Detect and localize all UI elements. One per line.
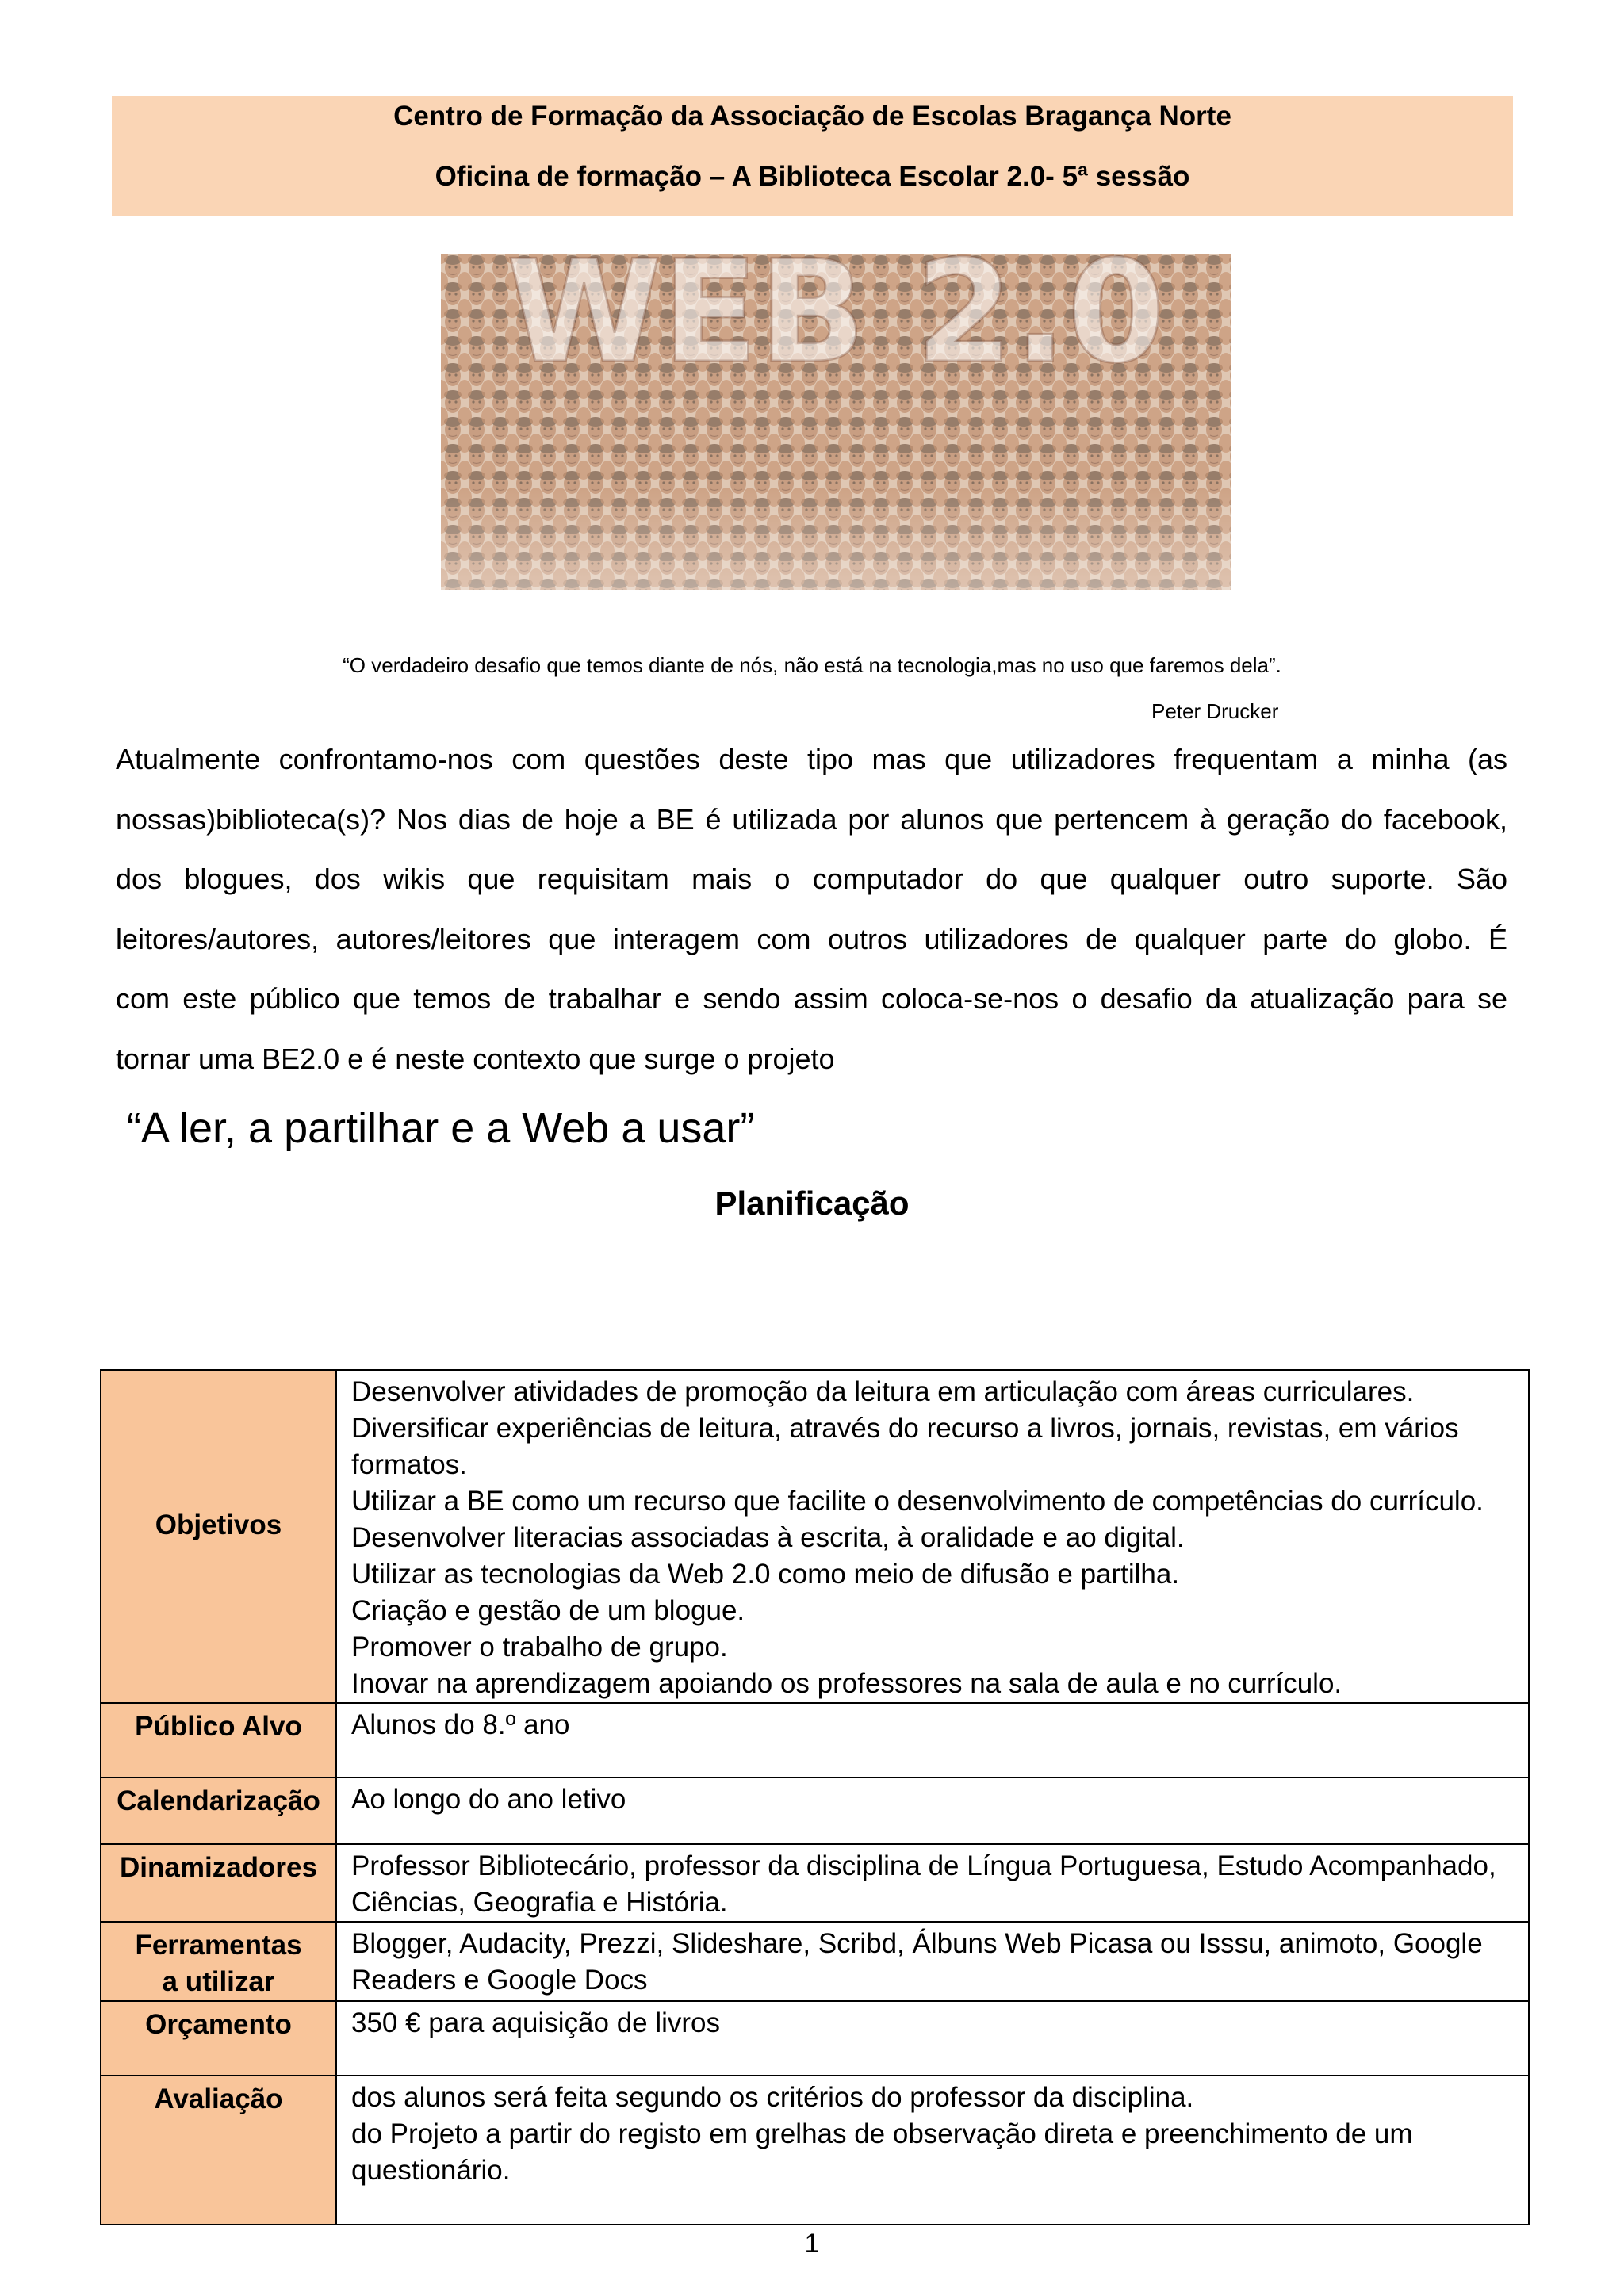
intro-line: Atualmente confrontamo-nos com questões deste tipo mas que utilizadores frequentam a minha (as — [116, 743, 1507, 775]
table-row — [101, 2076, 1529, 2225]
drucker-quote: “O verdadeiro desafio que temos diante de nós, não está na tecnologia,mas no uso que faremos dela”. — [343, 653, 1281, 677]
row-value-publico-alvo — [336, 1703, 1529, 1777]
table-row — [101, 1370, 1529, 1703]
cell-line: Readers e Google Docs — [351, 1965, 648, 1996]
objective-item: Utilizar as tecnologias da Web 2.0 como meio de difusão e partilha. — [351, 1559, 1180, 1590]
document-header — [112, 96, 1513, 216]
table-row — [101, 2001, 1529, 2076]
cell-line: dos alunos será feita segundo os critérios do professor da disciplina. — [351, 2082, 1194, 2113]
objective-item: Promover o trabalho de grupo. — [351, 1632, 728, 1663]
cell-line: Alunos do 8.º ano — [351, 1709, 570, 1740]
header-title-center: Centro de Formação da Associação de Escolas Bragança Norte — [393, 101, 1231, 132]
planning-heading: Planificação — [714, 1184, 910, 1222]
table-row — [101, 1777, 1529, 1844]
row-label-orcamento: Orçamento — [101, 2001, 336, 2076]
row-value-dinamizadores — [336, 1844, 1529, 1922]
page-number: 1 — [804, 2229, 820, 2259]
row-label-avaliacao: Avaliação — [101, 2076, 336, 2225]
planning-table — [100, 1369, 1530, 2225]
row-label-ferramentas — [101, 1922, 336, 2001]
label-line: a utilizar — [162, 1966, 275, 1997]
intro-line: leitores/autores, autores/leitores que interagem com outros utilizadores de qualquer parte do globo. É — [116, 922, 1507, 955]
objective-item: Criação e gestão de um blogue. — [351, 1595, 745, 1626]
cell-line: Ao longo do ano letivo — [351, 1784, 626, 1815]
objective-item: Diversificar experiências de leitura, através do recurso a livros, jornais, revistas, em vários — [351, 1413, 1459, 1444]
intro-line: dos blogues, dos wikis que requisitam mais o computador do que qualquer outro suporte. São — [116, 863, 1507, 896]
row-value-objetivos — [336, 1370, 1529, 1703]
objective-item: Desenvolver literacias associadas à escrita, à oralidade e ao digital. — [351, 1522, 1185, 1553]
objective-item: formatos. — [351, 1449, 467, 1480]
row-label-dinamizadores: Dinamizadores — [101, 1844, 336, 1922]
quote-author: Peter Drucker — [1151, 699, 1279, 723]
intro-line: com este público que temos de trabalhar e sendo assim coloca-se-nos o desafio da atualização para se — [116, 982, 1507, 1016]
cell-line: 350 € para aquisição de livros — [351, 2007, 721, 2038]
header-title-workshop: Oficina de formação – A Biblioteca Escolar 2.0- 5ª sessão — [435, 161, 1190, 192]
intro-line: nossas)biblioteca(s)? Nos dias de hoje a BE é utilizada por alunos que pertencem à geração do facebook, — [116, 802, 1507, 836]
row-label-objetivos: Objetivos — [101, 1370, 336, 1703]
objective-item: Inovar na aprendizagem apoiando os professores na sala de aula e no currículo. — [351, 1668, 1342, 1699]
table-row — [101, 1844, 1529, 1922]
cell-line: Professor Bibliotecário, professor da disciplina de Língua Portuguesa, Estudo Acompanhado, — [351, 1850, 1496, 1881]
row-label-calendarizacao: Calendarização — [101, 1777, 336, 1844]
web-2-0-mosaic-image — [441, 254, 1231, 590]
cell-line: Ciências, Geografia e História. — [351, 1887, 728, 1918]
cell-line: Blogger, Audacity, Prezzi, Slideshare, Scribd, Álbuns Web Picasa ou Isssu, animoto, Google — [351, 1928, 1483, 1959]
cell-line: questionário. — [351, 2155, 511, 2186]
row-value-avaliacao — [336, 2076, 1529, 2225]
objective-item: Desenvolver atividades de promoção da leitura em articulação com áreas curriculares. — [351, 1376, 1415, 1407]
cell-line: do Projeto a partir do registo em grelhas de observação direta e preenchimento de um — [351, 2118, 1413, 2149]
label-line: Ferramentas — [135, 1930, 302, 1961]
table-row — [101, 1703, 1529, 1777]
row-value-calendarizacao — [336, 1777, 1529, 1844]
row-value-orcamento — [336, 2001, 1529, 2076]
table-row — [101, 1922, 1529, 2001]
intro-paragraph — [116, 729, 1507, 1089]
row-value-ferramentas — [336, 1922, 1529, 2001]
row-label-publico-alvo: Público Alvo — [101, 1703, 336, 1777]
objective-item: Utilizar a BE como um recurso que facilite o desenvolvimento de competências do currículo. — [351, 1486, 1484, 1517]
intro-line: tornar uma BE2.0 e é neste contexto que surge o projeto — [116, 1042, 835, 1075]
project-title: “A ler, a partilhar e a Web a usar” — [127, 1104, 755, 1152]
